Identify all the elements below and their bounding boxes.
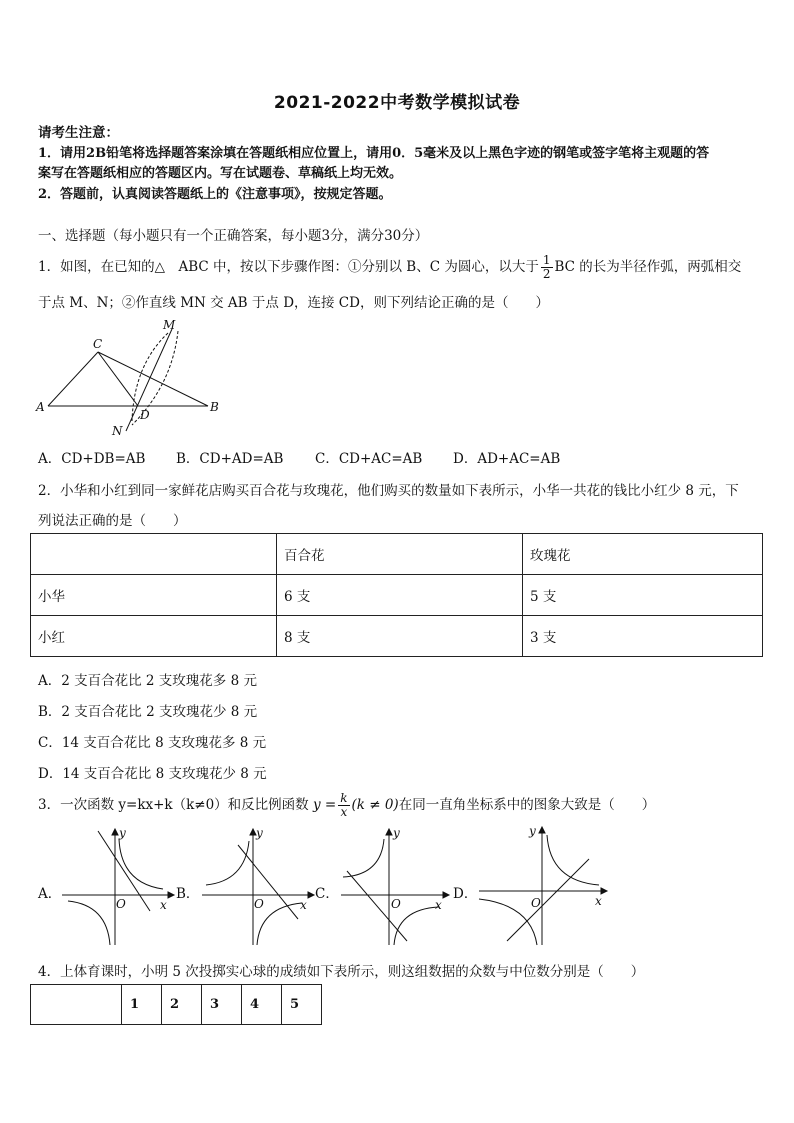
label-d: D — [140, 408, 150, 422]
q2-option-d: D．14 支百合花比 8 支玫瑰花少 8 元 — [38, 766, 267, 782]
label-y: y — [529, 824, 536, 838]
q3-option-d-label: D． — [453, 886, 478, 902]
q3-option-a-label: A． — [38, 886, 62, 902]
hyperbola-branch-1 — [119, 839, 163, 889]
table-row — [31, 575, 763, 616]
q3-text-b: 在同一直角坐标系中的图象大致是（ ） — [398, 797, 656, 813]
q3-frac-num: k — [340, 791, 348, 805]
q2-line-1: 2．小华和小红到同一家鲜花店购买百合花与玫瑰花，他们购买的数量如下表所示，小华一共花的钱比小红少 8 元，下 — [38, 483, 739, 499]
q1-frac-num: 1 — [542, 253, 551, 267]
q3-frac-den: x — [340, 805, 348, 819]
x-axis-arrow — [601, 888, 607, 894]
table-row — [31, 985, 322, 1025]
label-b: B — [210, 400, 219, 414]
label-a: A — [36, 400, 45, 414]
table-cell: 5 — [282, 985, 322, 1025]
q4-line-1: 4．上体育课时，小明 5 次投掷实心球的成绩如下表所示，则这组数据的众数与中位数分别是（ ） — [38, 964, 645, 980]
table-cell — [31, 534, 277, 575]
q1-option-a: A．CD+DB=AB — [38, 451, 146, 467]
label-x: x — [435, 898, 442, 912]
q1-option-d: D．AD+AC=AB — [453, 451, 561, 467]
y-axis-arrow — [112, 829, 118, 835]
table-cell: 玫瑰花 — [523, 534, 763, 575]
q1-frac-den: 2 — [542, 267, 551, 281]
q1-option-c: C．CD+AC=AB — [315, 451, 423, 467]
q1-text-b: BC 的长为半径作弧，两弧相交 — [554, 259, 742, 275]
q3-func-cond: (k ≠ 0) — [351, 797, 399, 813]
q1-line-2: 于点 M、N；②作直线 MN 交 AB 于点 D，连接 CD，则下列结论正确的是（ ） — [38, 295, 549, 311]
q3-graph-d — [475, 825, 610, 950]
hyperbola-branch-2 — [479, 899, 537, 945]
hyperbola-branch-1 — [206, 841, 249, 885]
q1-option-b: B．CD+AD=AB — [176, 451, 284, 467]
page-title: 2021-2022中考数学模拟试卷 — [273, 93, 521, 113]
table-cell: 1 — [122, 985, 162, 1025]
q2-option-b: B．2 支百合花比 2 支玫瑰花少 8 元 — [38, 704, 258, 720]
label-origin: O — [116, 897, 126, 911]
q3-option-c-label: C． — [315, 886, 339, 902]
segment-cb — [98, 352, 208, 406]
table-cell: 小红 — [31, 616, 277, 657]
q3-graph-b — [198, 825, 313, 950]
notice-line-1: 1．请用2B铅笔将选择题答案涂填在答题纸相应位置上，请用0．5毫米及以上黑色字迹的钢笔或签字笔将主观题的答 — [38, 146, 710, 161]
label-c: C — [93, 337, 103, 351]
table-cell: 3 支 — [523, 616, 763, 657]
q3-text-a: 3．一次函数 y=kx+k（k≠0）和反比例函数 — [38, 797, 309, 813]
q3-graph-c — [337, 825, 452, 950]
table-row — [31, 616, 763, 657]
label-origin: O — [531, 896, 541, 910]
segment-cd — [98, 352, 138, 406]
section-heading: 一、选择题（每小题只有一个正确答案，每小题3分，满分30分） — [38, 228, 429, 244]
y-axis-arrow — [386, 829, 392, 835]
linear-function — [238, 845, 298, 919]
table-cell: 4 — [242, 985, 282, 1025]
notice-line-3: 2．答题前，认真阅读答题纸上的《注意事项》，按规定答题。 — [38, 187, 392, 202]
q4-table — [30, 984, 322, 1025]
q3-line — [38, 788, 655, 822]
hyperbola-branch-1 — [547, 835, 599, 885]
q2-option-c: C．14 支百合花比 8 支玫瑰花多 8 元 — [38, 735, 267, 751]
q3-graph-a — [58, 825, 173, 950]
table-cell: 6 支 — [277, 575, 523, 616]
q1-text-a: 1．如图，在已知的△ ABC 中，按以下步骤作图：①分别以 B、C 为圆心，以大于 — [38, 259, 539, 275]
q2-table — [30, 533, 763, 657]
q3-fraction — [338, 792, 349, 819]
label-y: y — [256, 826, 263, 840]
table-cell: 百合花 — [277, 534, 523, 575]
label-origin: O — [254, 897, 264, 911]
table-cell — [31, 985, 122, 1025]
q1-line-1 — [38, 254, 741, 281]
label-origin: O — [391, 897, 401, 911]
linear-function — [507, 859, 589, 941]
y-axis-arrow — [539, 827, 545, 833]
table-cell: 小华 — [31, 575, 277, 616]
label-x: x — [595, 894, 602, 908]
notice-heading: 请考生注意： — [38, 125, 119, 141]
q3-func-lhs: y = — [312, 797, 337, 813]
table-cell: 2 — [162, 985, 202, 1025]
table-row — [31, 534, 763, 575]
notice-line-2: 案写在答题纸相应的答题区内。写在试题卷、草稿纸上均无效。 — [38, 166, 403, 181]
q1-fraction — [541, 254, 553, 281]
segment-ca — [48, 352, 98, 406]
table-cell: 8 支 — [277, 616, 523, 657]
label-y: y — [393, 826, 400, 840]
x-axis-arrow — [168, 892, 174, 898]
q2-line-2: 列说法正确的是（ ） — [38, 513, 187, 529]
hyperbola-branch-2 — [394, 907, 439, 945]
table-cell: 3 — [202, 985, 242, 1025]
hyperbola-branch-1 — [343, 839, 384, 877]
label-x: x — [300, 898, 307, 912]
table-cell: 5 支 — [523, 575, 763, 616]
q1-figure — [30, 315, 230, 440]
q2-option-a: A．2 支百合花比 2 支玫瑰花多 8 元 — [38, 673, 257, 689]
label-m: M — [163, 318, 176, 332]
label-n: N — [112, 424, 123, 438]
label-x: x — [160, 898, 167, 912]
q3-option-b-label: B． — [176, 886, 200, 902]
arc-from-c — [132, 331, 178, 425]
x-axis-arrow — [443, 892, 449, 898]
x-axis-arrow — [308, 892, 314, 898]
label-y: y — [119, 826, 126, 840]
hyperbola-branch-2 — [68, 901, 110, 945]
